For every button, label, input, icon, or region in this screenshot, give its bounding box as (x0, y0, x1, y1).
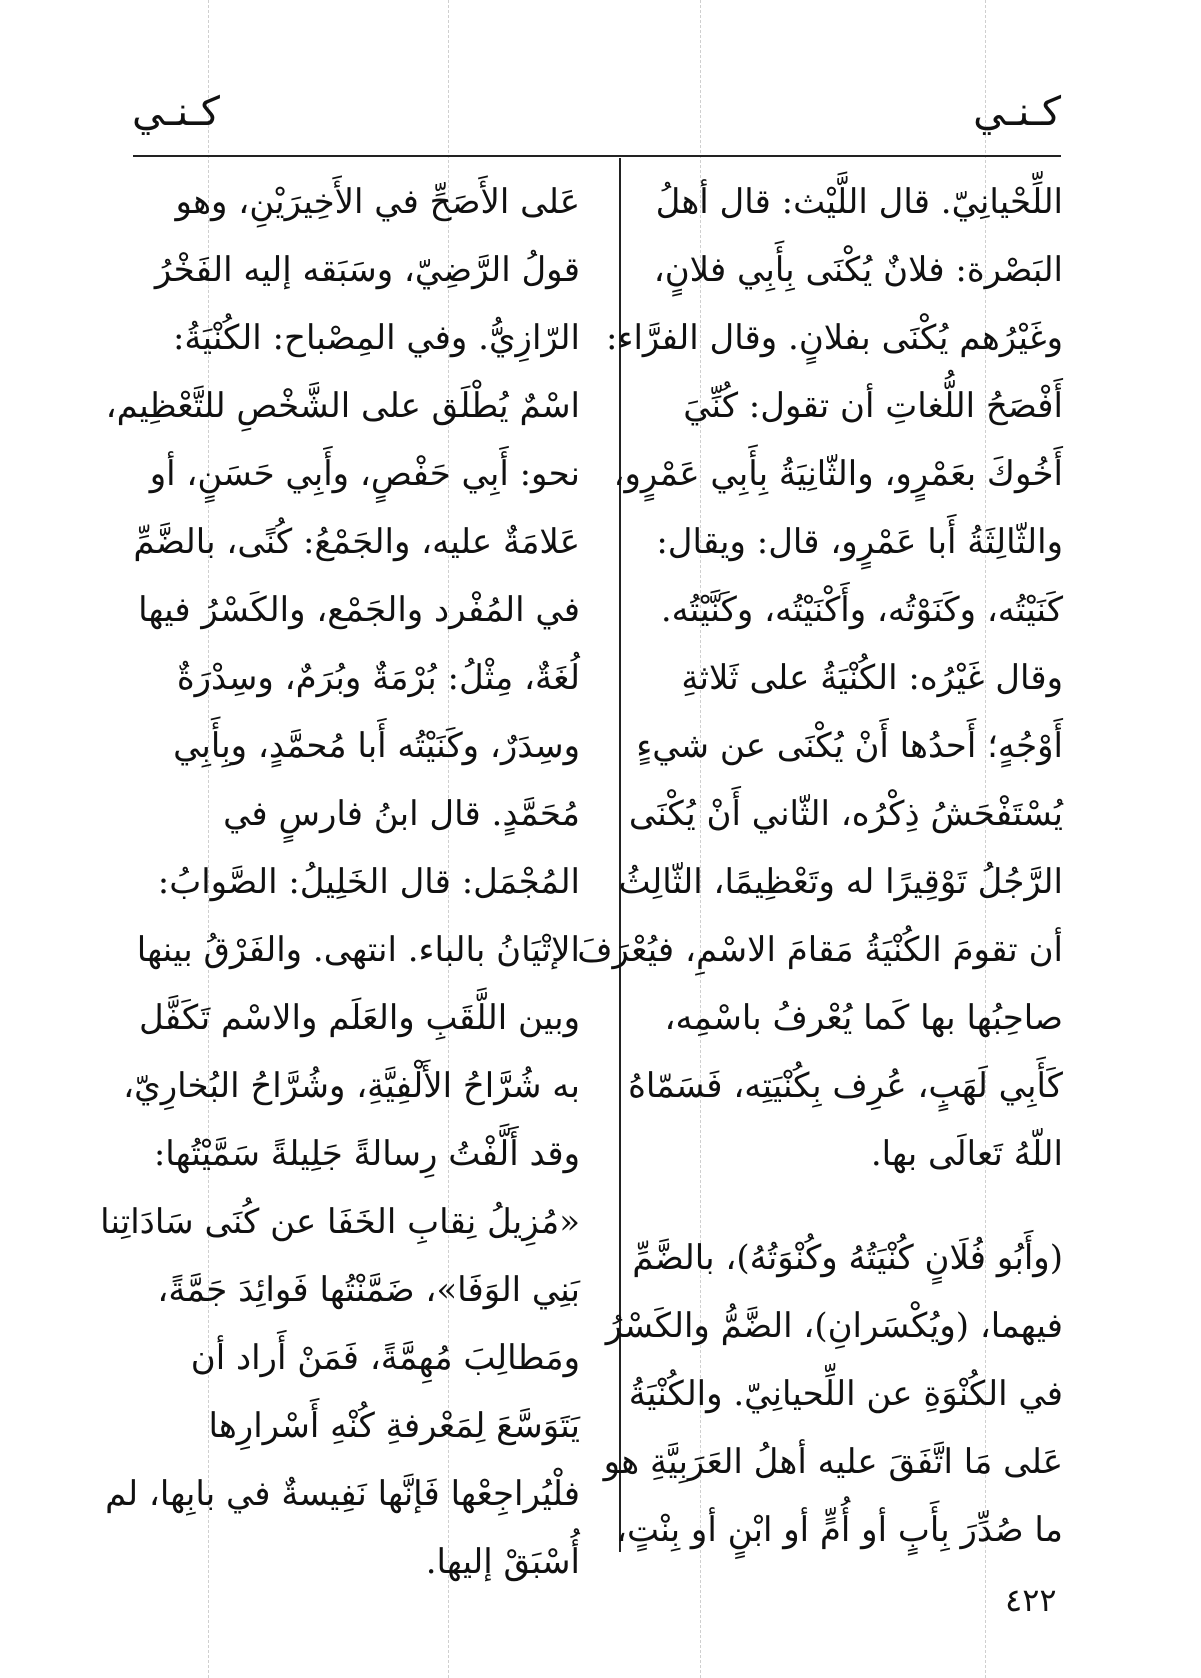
text-line: «مُزِيلُ نِقابِ الخَفَا عن كُنَى سَادَاتِنا (100, 1202, 580, 1242)
text-line: فلْيُراجِعْها فَإنَّها نَفِيسةٌ في بابِها، لم (105, 1474, 580, 1514)
text-line: به شُرَّاحُ الأَلْفِيَّةِ، وشُرَّاحُ البُخارِيّ، (123, 1066, 580, 1106)
text-line: يُسْتَفْحَشُ ذِكْرُه، الثّاني أَنْ يُكْنَى (628, 794, 1063, 834)
text-line: عَلى مَا اتَّفَقَ عليه أهلُ العَرَبِيَّةِ هو (603, 1442, 1063, 1482)
text-line: نحو: أَبِي حَفْصٍ، وأَبِي حَسَنٍ، أو (149, 454, 580, 494)
text-line: قولُ الرَّضِيّ، وسَبَقه إليه الفَخْرُ (154, 250, 580, 290)
text-line: الإتْيَانُ بالباء. انتهى. والفَرْقُ بينها (136, 930, 580, 970)
text-line: الرَّجُلُ تَوْقِيرًا له وتَعْظِيمًا، الثّالِثُ (618, 862, 1063, 902)
text-line: أُسْبَقْ إليها. (425, 1542, 580, 1582)
text-line: اللِّحْيانِيّ. قال اللَّيْث: قال أهلُ (655, 182, 1063, 222)
text-line: في المُفْرد والجَمْع، والكَسْرُ فيها (138, 590, 580, 630)
text-line: ومَطالِبَ مُهِمَّةً، فَمَنْ أَراد أن (190, 1338, 580, 1378)
right-column (577, 168, 1063, 1564)
text-line: أَوْجُهٍ؛ أَحدُها أَنْ يُكْنَى عن شيءٍ (636, 726, 1063, 766)
text-line: أَفْصَحُ اللُّغاتِ أن تقول: كُنِّيَ (683, 386, 1063, 426)
page-number: ٤٢٢ (1005, 1581, 1057, 1619)
text-line: وسِدَرٌ، وكَنَيْتُه أَبا مُحمَّدٍ، وبِأَبِي (173, 726, 580, 766)
text-line: يَتَوَسَّعَ لِمَعْرفةِ كُنْهِ أَسْرارِها (208, 1406, 580, 1446)
text-line: أن تقومَ الكُنْيَةُ مَقامَ الاسْمِ، فيُعْرَفَ (577, 930, 1063, 970)
text-line: في الكُنْوَةِ عن اللِّحيانِيّ. والكُنْيَةُ (628, 1374, 1063, 1414)
text-line: والثّالِثَةُ أَبا عَمْرٍو، قال: ويقال: (656, 522, 1063, 562)
text-line: فيهما، (ويُكْسَرانِ)، الضَّمُّ والكَسْرُ (605, 1306, 1063, 1346)
text-line: كَنَيْتُه، وكَنَوْتُه، وأَكْنَيْتُه، وكَنَّيْتُه. (660, 590, 1063, 630)
text-line: مُحَمَّدٍ. قال ابنُ فارسٍ في (223, 794, 580, 834)
text-line: عَلامَةٌ عليه، والجَمْعُ: كُنًى، بالضَّمِّ (133, 522, 580, 562)
header-rule (133, 155, 1061, 157)
text-line: وقال غَيْرُه: الكُنْيَةُ على ثَلاثةِ (681, 658, 1063, 698)
text-line: وبين اللَّقَبِ والعَلَم والاسْم تَكَفَّل (139, 998, 580, 1038)
text-line: اسْمٌ يُطْلَق على الشَّخْصِ للتَّعْظِيم، (105, 386, 580, 426)
header-word-right: كـنـي (973, 89, 1061, 135)
text-line: كَأَبِي لَهَبٍ، عُرِف بِكُنْيَتِه، فَسَمّاهُ (628, 1066, 1063, 1106)
text-line: (وأَبُو فُلَانٍ كُنْيَتُهُ وكُنْوَتُهُ)، بالضَّمِّ (632, 1238, 1063, 1278)
text-line: بَنِي الوَفَا»، ضَمَّنْتُها فَوائِدَ جَمَّةً، (157, 1270, 580, 1310)
left-column (100, 168, 580, 1596)
text-line: الرّازِيُّ. وفي المِصْباح: الكُنْيَةُ: (172, 318, 580, 358)
header-word-left: كـنـي (132, 89, 220, 135)
text-line: وقد أَلَّفْتُ رِسالةً جَلِيلةً سَمَّيْتُها: (153, 1134, 580, 1174)
text-line: المُجْمَل: قال الخَلِيلُ: الصَّوابُ: (157, 862, 580, 902)
text-line: أَخُوكَ بعَمْرٍو، والثّانِيَةُ بِأَبِي عَمْرٍو، (613, 454, 1063, 494)
text-line: وغَيْرُهم يُكْنَى بفلانٍ. وقال الفرَّاء: (606, 318, 1063, 358)
paragraph-gap (645, 1188, 1063, 1224)
text-line: البَصْرة: فلانٌ يُكْنَى بِأَبِي فلانٍ، (653, 250, 1063, 290)
text-line: اللّهُ تَعالَى بها. (870, 1134, 1063, 1174)
text-line: لُغَةٌ، مِثْلُ: بُرْمَةٌ وبُرَمٌ، وسِدْرَةٌ (176, 658, 580, 698)
text-line: عَلى الأَصَحِّ في الأَخِيرَيْنِ، وهو (175, 182, 580, 222)
text-line: ما صُدِّرَ بِأَبٍ أو أُمٍّ أو ابْنٍ أو بِنْتٍ، (616, 1510, 1063, 1550)
text-line: صاحِبُها بها كَما يُعْرفُ باسْمِه، (664, 998, 1063, 1038)
